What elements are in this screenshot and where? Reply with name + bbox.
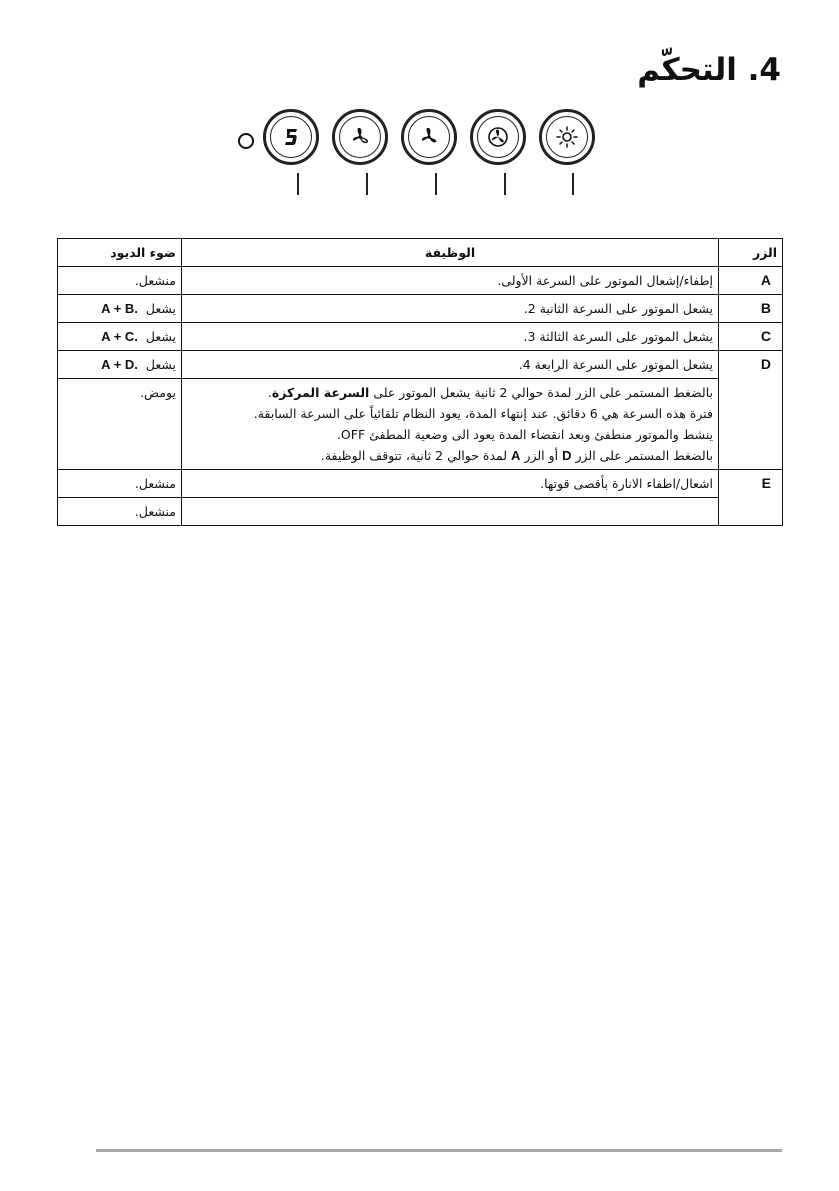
header-led: ضوء الديود	[58, 239, 182, 267]
leader-line	[297, 173, 299, 195]
led-indicator	[238, 133, 254, 149]
fan-speed-3-icon	[416, 124, 442, 150]
leader-line	[366, 173, 368, 195]
led-cell: منشعل.	[58, 470, 182, 498]
led-combo: A + C.	[101, 329, 138, 344]
table-row	[58, 323, 783, 351]
key-label: E	[761, 475, 771, 491]
table-row	[58, 498, 783, 526]
function-cell: يشعل الموتور على السرعة الرابعة 4.	[182, 351, 719, 379]
led-cell: يشعل A + D.	[58, 351, 182, 379]
led-cell: منشعل.	[58, 267, 182, 295]
button-c-speed-3[interactable]	[401, 109, 457, 165]
page-title: 4. التحكّم	[637, 52, 781, 88]
function-cell: اشعال/اطفاء الانارة بأقصى قوتها.	[182, 470, 719, 498]
button-a-power[interactable]	[263, 109, 319, 165]
key-label: D	[760, 356, 771, 372]
leader-line	[572, 173, 574, 195]
table-row	[58, 267, 783, 295]
key-label: A	[760, 272, 771, 288]
table-header-row	[58, 239, 783, 267]
leader-line	[435, 173, 437, 195]
function-cell	[182, 498, 719, 526]
led-combo: A + B.	[101, 301, 138, 316]
table-row	[58, 295, 783, 323]
led-cell: يشعل A + B.	[58, 295, 182, 323]
led-cell: يومض.	[58, 379, 182, 470]
table-row	[58, 470, 783, 498]
button-b-speed-2[interactable]	[332, 109, 388, 165]
table-row	[58, 379, 783, 470]
led-combo: A + D.	[101, 357, 138, 372]
control-panel	[236, 106, 606, 196]
function-cell: يشعل الموتور على السرعة الثالثة 3.	[182, 323, 719, 351]
button-d-boost[interactable]	[470, 109, 526, 165]
table-row	[58, 351, 783, 379]
light-icon	[554, 124, 580, 150]
function-cell: بالضغط المستمر على الزر لمدة حوالي 2 ثانية يشعل الموتور على السرعة المركزة. فترة هذه السرعة هي 6 دقائق. عند إنتهاء المدة، يعود النظام تلقائياً على السرعة السابقة. ينشط والموتور منطفئ وبعد انقضاء المدة يعود الى وضعية المطفئ OFF. بالضغط المستمر على الزر D أو الزر A لمدة حوالي 2 ثانية، تتوقف الوظيفة.	[182, 379, 719, 470]
boost-fan-icon	[485, 124, 511, 150]
fan-speed-2-icon	[347, 124, 373, 150]
header-button: الزر	[719, 239, 783, 267]
key-label: C	[760, 328, 771, 344]
power-icon	[278, 124, 304, 150]
led-cell: يشعل A + C.	[58, 323, 182, 351]
controls-table	[57, 238, 783, 526]
button-e-light[interactable]	[539, 109, 595, 165]
footer-divider	[96, 1149, 782, 1152]
leader-line	[504, 173, 506, 195]
header-function: الوظيفة	[182, 239, 719, 267]
function-cell: يشعل الموتور على السرعة الثانية 2.	[182, 295, 719, 323]
led-cell: منشعل.	[58, 498, 182, 526]
function-cell: إطفاء/إشعال الموتور على السرعة الأولى.	[182, 267, 719, 295]
key-label: B	[760, 300, 771, 316]
